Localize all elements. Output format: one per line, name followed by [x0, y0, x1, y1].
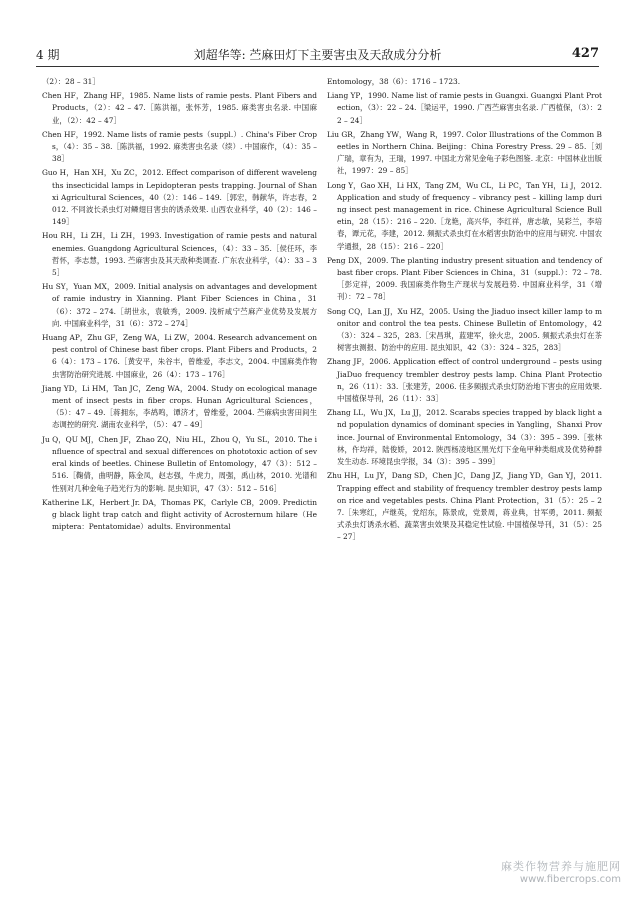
reference-entry: Chen HF，Zhang HF，1985. Name lists of ramie pests. Plant Fibers and Products，（2）：42 – 47.［陈洪福，张怀芳，1985. 麻类害虫名录. 中国麻业，（2）：42 – 47］	[42, 91, 317, 125]
reference-entry: Liang YP，1990. Name list of ramie pests in Guangxi. Guangxi Plant Protection，（3）：22 – 24.［梁运平，1990. 广西苎麻害虫名录. 广西植保，（3）：22 – 24］	[327, 91, 602, 125]
reference-entry: Hou RH，Li ZH，Li ZH，1993. Investigation of ramie pests and natural enemies. Guangdong Agricultural Sciences，（4）：33 – 35.［侯任环，李哲怀，李志慧，1993. 苎麻害虫及其天敌种类调查. 广东农业科学，（4）：33 – 35］	[42, 231, 317, 278]
reference-entry: Chen HF，1992. Name lists of ramie pests（suppl.）. China's Fiber Crops，（4）：35 – 38.［陈洪福，1992. 麻类害虫名录（续）. 中国麻作，（4）：35 – 38］	[42, 129, 317, 164]
reference-entry: Entomology，38（6）：1716 – 1723.	[327, 77, 461, 86]
site-watermark	[501, 858, 621, 885]
running-header	[36, 46, 599, 64]
issue-number: 4 期	[36, 48, 60, 62]
reference-entry: Zhang LL，Wu JX，Lu JJ，2012. Scarabs species trapped by black light and population dynamics of dominant species in Yangling，Shanxi Province. Journal of Environmental Entomology，34（3）：395 – 399.［张林林，仵均祥，陆俊娇，2012. 陕西杨凌地区黑光灯下金龟甲种类组成及优势种群发生动态. 环境昆虫学报，34（3）：395 – 399］	[327, 408, 602, 467]
reference-entry: Zhang JF，2006. Application effect of control underground – pests using JiaDuo frequency trembler destroy pests lamp. China Plant Protection，26（11）：33.［张建芳，2006. 佳多频振式杀虫灯防治地下害虫的应用效果. 中国植保导刊，26（11）：33］	[327, 357, 602, 404]
reference-entry: Long Y，Gao XH，Li HX，Tang ZM，Wu CL，Li PC，Tan YH，Li J，2012. Application and study of frequency – vibrancy pest – killing lamp during insect pest management in rice. Chinese Agricultural Science Bulletin，28（15）：216 – 220.［龙艳，高兴华，李红祥，唐志敏，吴彩兰，李培春，谭元花，李建，2012. 频振式杀虫灯在水稻害虫防治中的应用与研究. 中国农学通报，28（15）：216 – 220］	[327, 180, 602, 251]
reference-entry: Guo H，Han XH，Xu ZC，2012. Effect comparison of different wavelengths insecticidal lamps in Lepidopteran pests trapping. Journal of Shanxi Agricultural Sciences，40（2）：146 – 149.［郭宏，韩献华，许志春，2012. 不同波长杀虫灯对鳞翅目害虫的诱杀效果. 山西农业科学，40（2）：146 – 149］	[42, 168, 317, 227]
watermark-site-name: 麻类作物营养与施肥网	[501, 860, 621, 873]
reference-entry: Liu GR，Zhang YW，Wang R，1997. Color Illustrations of the Common Beetles in Northern China. Beijing：China Forestry Press. 29 – 85.［刘广瑞，章有为，王瑞，1997. 中国北方常见金龟子彩色图鉴. 北京：中国林业出版社，1997：29 – 85］	[327, 129, 602, 176]
page-number: 427	[571, 46, 599, 61]
reference-entry: Katherine LK，Herbert Jr. DA，Thomas PK，Carlyle CB，2009. Predicting black light trap catch and flight activity of Acrosternum hilare（Hemiptera：Pentatomidae）adults. Environmental	[42, 497, 317, 532]
reference-entry: Zhu HH，Lu JY，Dang SD，Chen JC，Dang JZ，Jiang YD，Gan YJ，2011. Trapping effect and stability of frequency trembler destroy pests lamp on rice and vegetables pests. China Plant Protection，31（5）：25 – 27.［朱寒红，卢继英，党绍东，陈景成，党景周，蒋业典，甘军勇，2011. 频振式杀虫灯诱杀水稻、蔬菜害虫效果及其稳定性试验. 中国植保导刊，31（5）：25 – 27］	[327, 471, 602, 542]
reference-entry: Hu SY，Yuan MX，2009. Initial analysis on advantages and development of ramie industry in Xianning. Plant Fiber Sciences in China，31（6）：372 – 274.［胡世永，袁敏秀，2009. 浅析咸宁苎麻产业优势及发展方向. 中国麻业科学，31（6）：372 – 274］	[42, 282, 317, 328]
reference-entry: Ju Q，QU MJ，Chen JF，Zhao ZQ，Niu HL，Zhou Q，Yu SL，2010. The influence of spectral and sexual differences on phototoxic action of several kinds of beetles. Chinese Bulletin of Entomology，47（3）：512 – 516.［鞠倩，曲明静，陈金凤，赵志强，牛虎力，周强，禹山林，2010. 光谱和性别对几种金龟子趋光行为的影响. 昆虫知识，47（3）：512 – 516］	[42, 434, 317, 493]
references-right-column	[327, 76, 602, 546]
reference-entry: Huang AP，Zhu GF，Zeng WA，Li ZW，2004. Research advancement on pest control of Chinese bast fiber crops. Plant Fibers and Products，26（4）：173 – 176.［黄安平，朱谷丰，曾维爱，李志文，2004. 中国麻类作物虫害防治研究进展. 中国麻业，26（4）：173 – 176］	[42, 333, 317, 379]
reference-entry: Jiang YD，Li HM，Tan JC，Zeng WA，2004. Study on ecological management of insect pests in fiber crops. Hunan Agricultural Sciences，（5）：47 – 49.［蒋拥东，李鸪鸣，谭济才，曾维爱，2004. 苎麻病虫害田间生态调控的研究. 湖南农业科学，（5）：47 – 49］	[42, 383, 317, 430]
reference-entry: Song CQ，Lan JJ，Xu HZ，2005. Using the Jiaduo insect killer lamp to monitor and control the tea pests. Chinese Bulletin of Entomology，42（3）：324 – 325，283.［宋昌琪，蓝建军，徐火忠，2005. 频振式杀虫灯在茶树害虫测报、防治中的应用. 昆虫知识，42（3）：324 – 325，283］	[327, 306, 602, 353]
references-left-column	[42, 76, 317, 535]
running-title: 刘超华等: 苎麻田灯下主要害虫及天敌成分分析	[193, 48, 442, 62]
watermark-url: www.fibercrops.com	[519, 874, 621, 885]
header-rule	[36, 66, 599, 67]
reference-entry: （2）：28 – 31］	[42, 77, 100, 86]
reference-entry: Peng DX，2009. The planting industry present situation and tendency of bast fiber crops. Plant Fiber Sciences in China，31（suppl.）：72 – 78.［彭定祥，2009. 我国麻类作物生产现状与发展趋势. 中国麻业科学，31（增刊）：72 – 78］	[327, 255, 602, 302]
